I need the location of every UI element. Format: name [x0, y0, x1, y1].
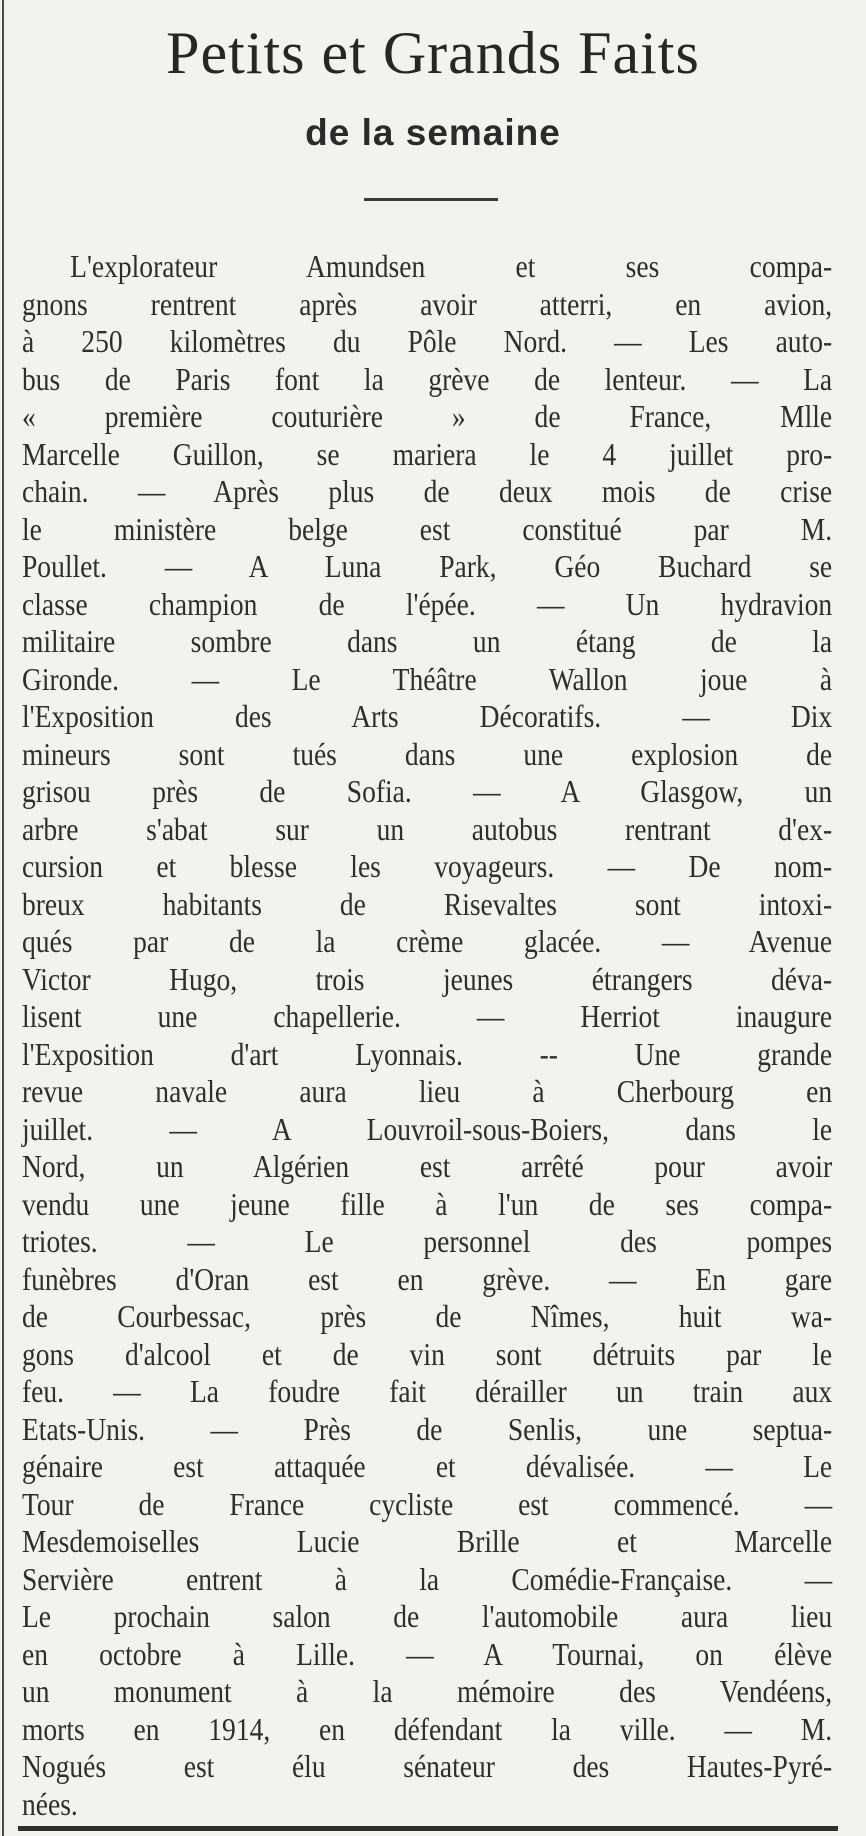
article-line: gons d'alcool et de vin sont détruits par le	[22, 1335, 833, 1372]
article-line: funèbres d'Oran est en grève. — En gare	[22, 1260, 833, 1297]
article-line: arbre s'abat sur un autobus rentrant d'ex-	[22, 810, 833, 847]
article-line: à 250 kilomètres du Pôle Nord. — Les auto-	[22, 323, 833, 359]
article-line: Tour de France cycliste est commencé. —	[22, 1485, 833, 1522]
article-line: l'Exposition des Arts Décoratifs. — Dix	[22, 698, 833, 734]
article-line: Gironde. — Le Théâtre Wallon joue à	[22, 660, 833, 697]
article-line: Nord, un Algérien est arrêté pour avoir	[22, 1148, 833, 1184]
headline-subtitle: de la semaine	[305, 112, 561, 153]
article-line: génaire est attaquée et dévalisée. — Le	[22, 1448, 833, 1484]
article-line: Marcelle Guillon, se mariera le 4 juillet pro-	[22, 435, 833, 472]
article-line: morts en 1914, en défendant la ville. — M.	[22, 1710, 833, 1747]
article-line: cursion et blesse les voyageurs. — De nom-	[22, 848, 833, 884]
article-line: breux habitants de Risevaltes sont intoxi-	[22, 885, 833, 922]
article-line: l'Exposition d'art Lyonnais. -- Une grande	[22, 1035, 833, 1072]
article-line: bus de Paris font la grève de lenteur. — La	[22, 360, 833, 397]
title-divider	[364, 198, 498, 201]
article-line: Servière entrent à la Comédie-Française. —	[22, 1560, 833, 1597]
article-line: Etats-Unis. — Près de Senlis, une septua-	[22, 1410, 833, 1447]
article-line: en octobre à Lille. — A Tournai, on élève	[22, 1635, 833, 1672]
article-body	[22, 248, 832, 1823]
article-line: militaire sombre dans un étang de la	[22, 623, 833, 659]
column-left-rule	[2, 0, 4, 1836]
article-line: chain. — Après plus de deux mois de crise	[22, 473, 833, 509]
article-line: triotes. — Le personnel des pompes	[22, 1223, 833, 1259]
column-bottom-rule	[18, 1826, 838, 1831]
article-line: vendu une jeune fille à l'un de ses compa-	[22, 1185, 833, 1222]
article-line: Poullet. — A Luna Park, Géo Buchard se	[22, 548, 833, 584]
article-line: de Courbessac, près de Nîmes, huit wa-	[22, 1298, 833, 1334]
article-line: nées.	[22, 1785, 78, 1822]
article-line: lisent une chapellerie. — Herriot inaugure	[22, 998, 833, 1034]
article-line: Le prochain salon de l'automobile aura lieu	[22, 1598, 833, 1634]
article-line: classe champion de l'épée. — Un hydravion	[22, 585, 833, 622]
article-line: gnons rentrent après avoir atterri, en avion,	[22, 285, 833, 322]
article-line: qués par de la crème glacée. — Avenue	[22, 923, 833, 959]
article-line: L'explorateur Amundsen et ses compa-	[70, 248, 833, 284]
article-line: « première couturière » de France, Mlle	[22, 398, 833, 434]
article-line: mineurs sont tués dans une explosion de	[22, 735, 833, 772]
headline-title: Petits et Grands Faits	[166, 20, 700, 86]
article-line: le ministère belge est constitué par M.	[22, 510, 833, 547]
article-line: juillet. — A Louvroil-sous-Boiers, dans le	[22, 1110, 833, 1147]
article-line: feu. — La foudre fait dérailler un train aux	[22, 1373, 833, 1409]
article-line: grisou près de Sofia. — A Glasgow, un	[22, 773, 833, 809]
article-line: Mesdemoiselles Lucie Brille et Marcelle	[22, 1523, 833, 1559]
article-line: Nogués est élu sénateur des Hautes-Pyré-	[22, 1748, 833, 1784]
article-line: revue navale aura lieu à Cherbourg en	[22, 1073, 833, 1109]
article-line: Victor Hugo, trois jeunes étrangers déva-	[22, 960, 833, 997]
article-line: un monument à la mémoire des Vendéens,	[22, 1673, 833, 1709]
